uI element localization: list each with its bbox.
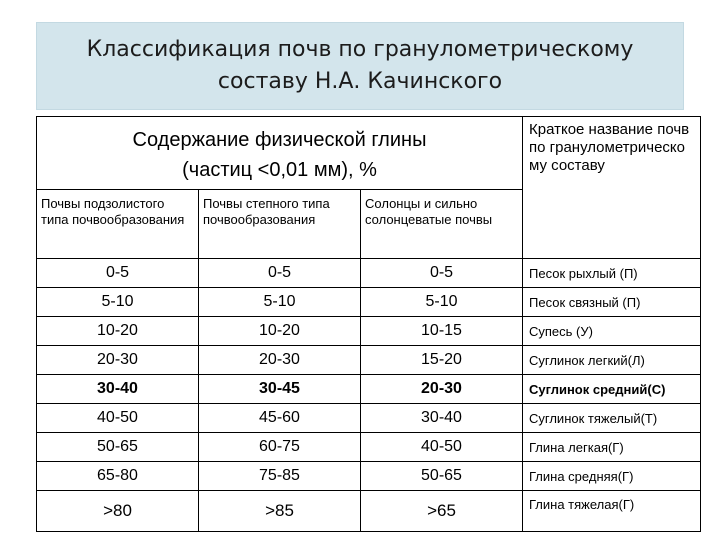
cell-soil-name: Суглинок легкий(Л) <box>523 346 701 375</box>
cell-podzolic: 50-65 <box>37 433 199 462</box>
cell-podzolic: 30-40 <box>37 375 199 404</box>
cell-steppe: 75-85 <box>199 462 361 491</box>
cell-soil-name: Песок рыхлый (П) <box>523 259 701 288</box>
cell-soil-name: Суглинок тяжелый(Т) <box>523 404 701 433</box>
table-row <box>37 375 701 404</box>
table-row <box>37 462 701 491</box>
cell-steppe: 10-20 <box>199 317 361 346</box>
subheader-podzolic: Почвы подзолистого типа почвообразования <box>37 190 199 259</box>
cell-podzolic: 10-20 <box>37 317 199 346</box>
cell-steppe: >85 <box>199 491 361 532</box>
cell-solonetz: 15-20 <box>361 346 523 375</box>
cell-solonetz: 40-50 <box>361 433 523 462</box>
cell-soil-name: Глина средняя(Г) <box>523 462 701 491</box>
soil-classification-table <box>36 116 701 532</box>
cell-soil-name: Супесь (У) <box>523 317 701 346</box>
table-row <box>37 404 701 433</box>
title-line-1: Классификация почв по гранулометрическому <box>86 37 634 62</box>
cell-soil-name: Суглинок средний(С) <box>523 375 701 404</box>
cell-podzolic: 65-80 <box>37 462 199 491</box>
header-clay-content <box>37 117 523 190</box>
cell-solonetz: 20-30 <box>361 375 523 404</box>
table-row <box>37 346 701 375</box>
cell-solonetz: 0-5 <box>361 259 523 288</box>
cell-solonetz: 5-10 <box>361 288 523 317</box>
cell-steppe: 30-45 <box>199 375 361 404</box>
table-row <box>37 491 701 532</box>
cell-steppe: 0-5 <box>199 259 361 288</box>
cell-podzolic: 5-10 <box>37 288 199 317</box>
cell-podzolic: 0-5 <box>37 259 199 288</box>
table-row <box>37 288 701 317</box>
table-row <box>37 259 701 288</box>
cell-steppe: 20-30 <box>199 346 361 375</box>
title-line-2: составу Н.А. Качинского <box>217 69 503 94</box>
cell-soil-name: Глина легкая(Г) <box>523 433 701 462</box>
cell-steppe: 5-10 <box>199 288 361 317</box>
cell-solonetz: 30-40 <box>361 404 523 433</box>
cell-solonetz: 10-15 <box>361 317 523 346</box>
cell-solonetz: 50-65 <box>361 462 523 491</box>
header-row <box>37 117 701 190</box>
header-short-name: Краткое название почв по гранулометрическо му составу <box>523 117 701 259</box>
subheader-steppe: Почвы степного типа почвообразования <box>199 190 361 259</box>
cell-steppe: 60-75 <box>199 433 361 462</box>
cell-podzolic: 40-50 <box>37 404 199 433</box>
cell-solonetz: >65 <box>361 491 523 532</box>
slide-title <box>36 22 684 110</box>
header-clay-line-2: (частиц <0,01 мм), % <box>182 159 377 181</box>
cell-soil-name: Глина тяжелая(Г) <box>523 491 701 532</box>
table-row <box>37 317 701 346</box>
cell-podzolic: >80 <box>37 491 199 532</box>
subheader-solonetz: Солонцы и сильно солонцеватые почвы <box>361 190 523 259</box>
cell-soil-name: Песок связный (П) <box>523 288 701 317</box>
cell-podzolic: 20-30 <box>37 346 199 375</box>
table-row <box>37 433 701 462</box>
header-clay-line-1: Содержание физической глины <box>132 129 427 151</box>
cell-steppe: 45-60 <box>199 404 361 433</box>
